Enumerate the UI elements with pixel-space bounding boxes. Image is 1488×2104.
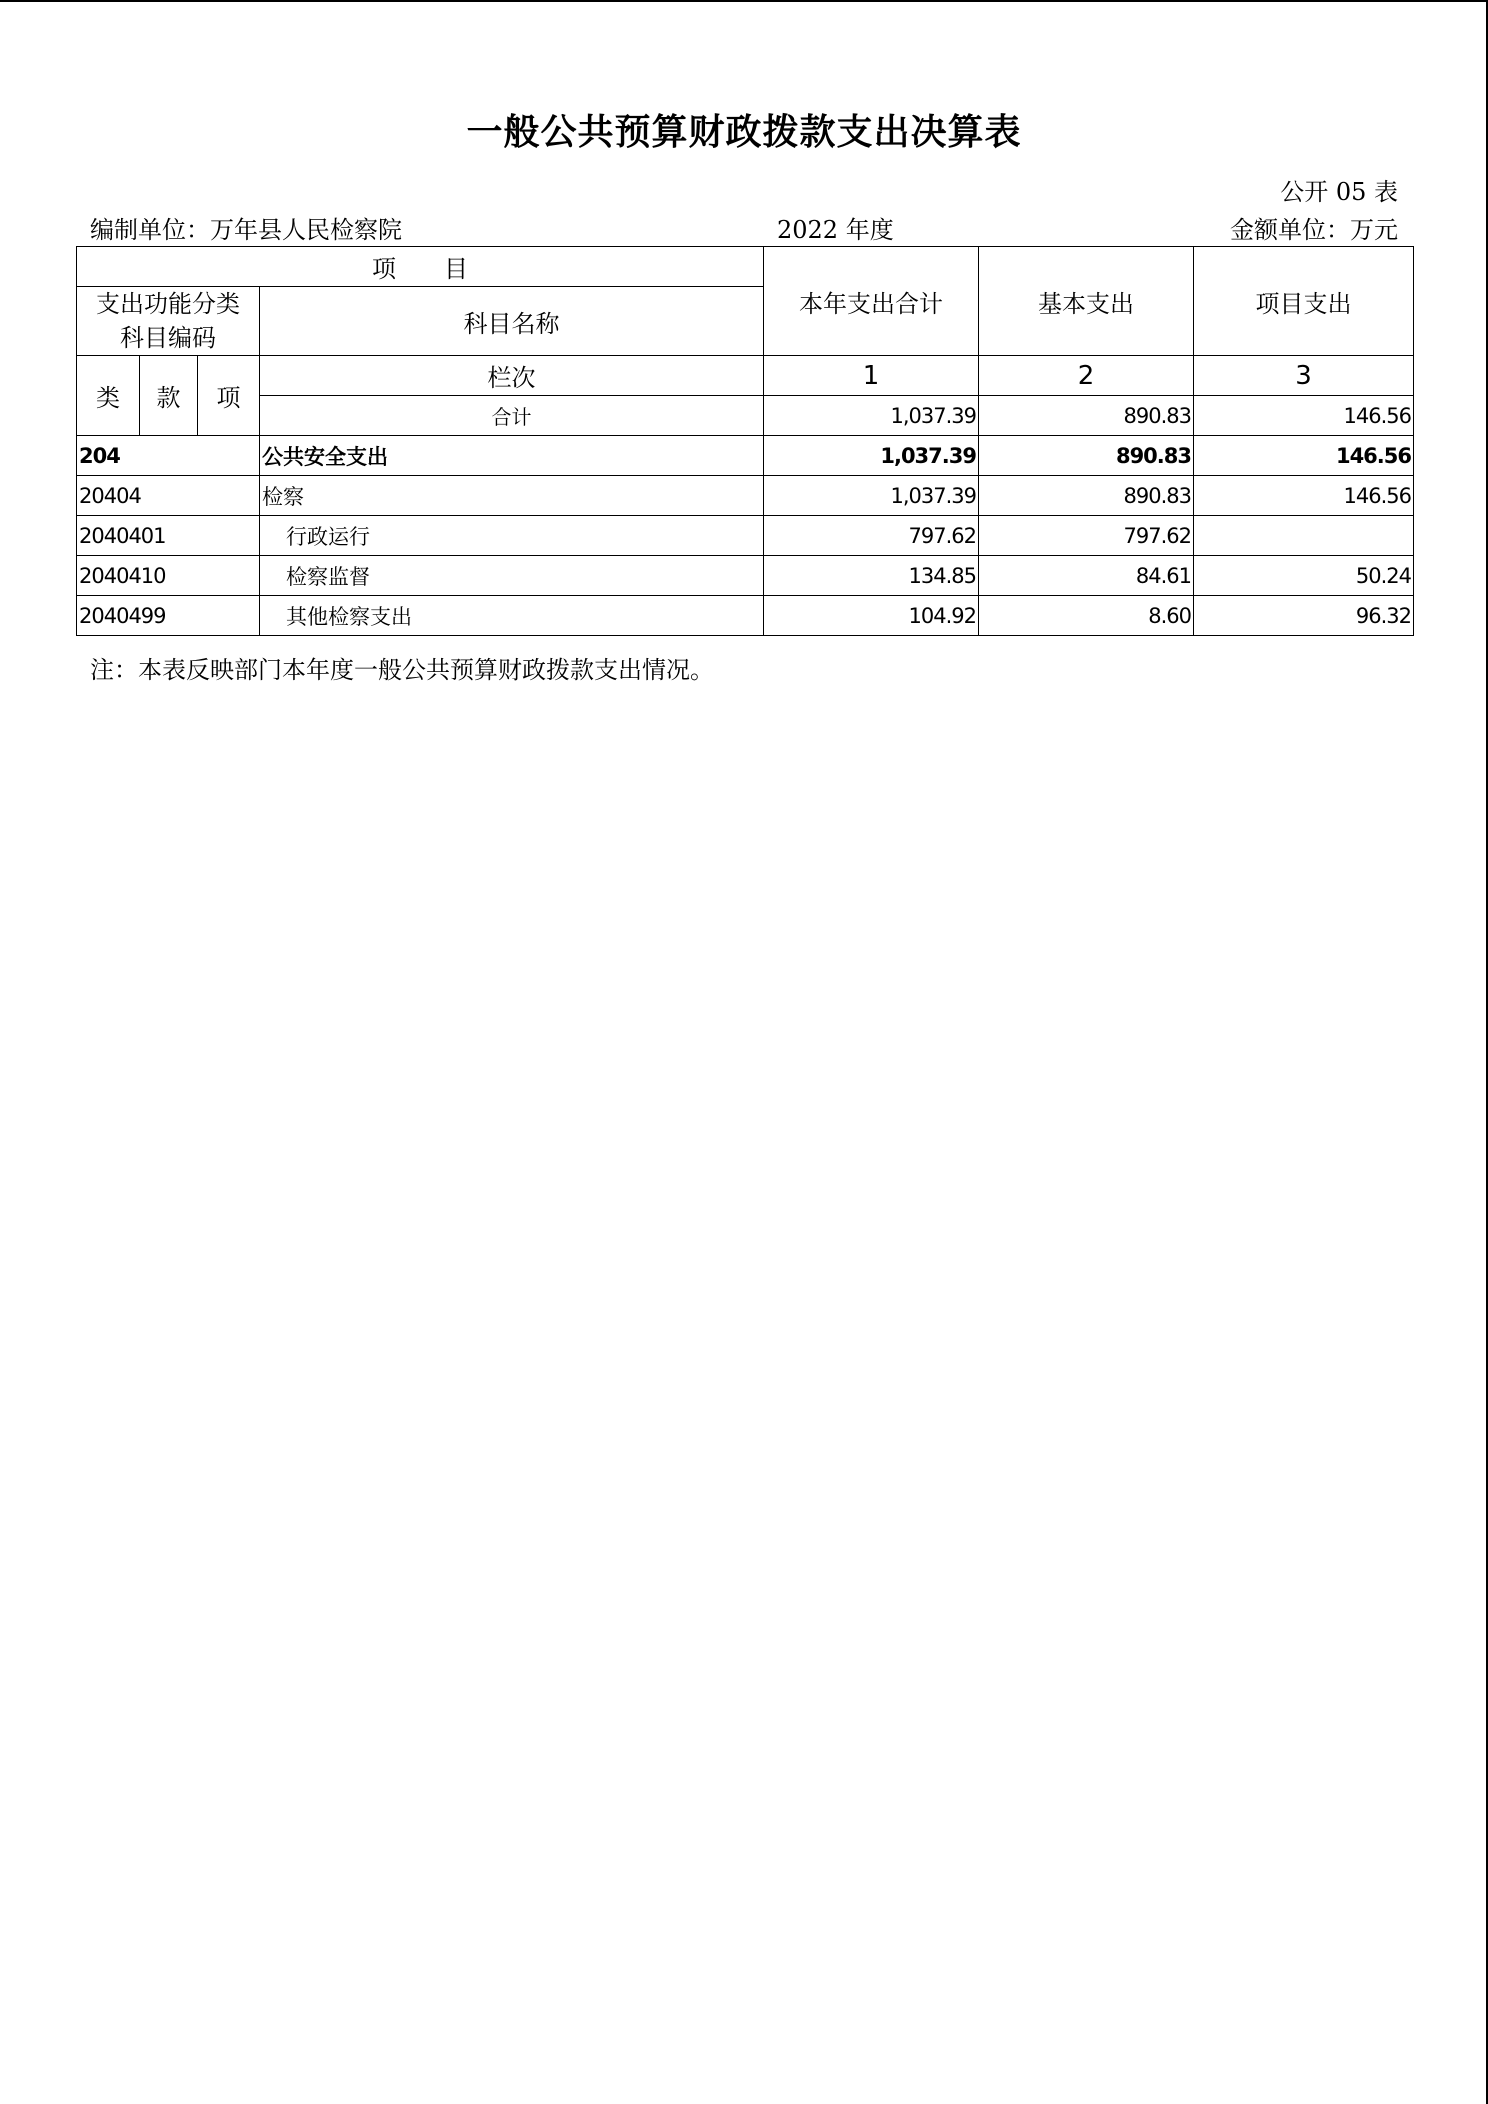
row-name: 行政运行	[260, 516, 764, 556]
table-row	[77, 436, 1414, 476]
row-total: 797.62	[764, 516, 979, 556]
row-name: 检察监督	[260, 556, 764, 596]
header-project: 项 目	[77, 247, 764, 287]
column-number-2: 2	[979, 356, 1194, 396]
total-label: 合计	[260, 396, 764, 436]
fiscal-year: 2022 年度	[777, 216, 894, 244]
table-row	[77, 476, 1414, 516]
total-row	[77, 396, 1414, 436]
row-basic: 890.83	[979, 476, 1194, 516]
form-number: 公开 05 表	[1280, 178, 1398, 206]
row-name: 公共安全支出	[260, 436, 764, 476]
total-project: 146.56	[1194, 396, 1414, 436]
row-total: 1,037.39	[764, 476, 979, 516]
footnote: 注：本表反映部门本年度一般公共预算财政拨款支出情况。	[90, 656, 714, 684]
report-meta	[90, 210, 1398, 242]
row-total: 134.85	[764, 556, 979, 596]
header-col-total: 本年支出合计	[764, 247, 979, 356]
header-code: 支出功能分类科目编码	[77, 287, 260, 356]
row-basic: 890.83	[979, 436, 1194, 476]
column-number-1: 1	[764, 356, 979, 396]
row-project: 50.24	[1194, 556, 1414, 596]
table-row	[77, 596, 1414, 636]
row-total: 1,037.39	[764, 436, 979, 476]
table-row	[77, 556, 1414, 596]
total-amount: 1,037.39	[764, 396, 979, 436]
row-code: 204	[77, 436, 260, 476]
row-project: 146.56	[1194, 476, 1414, 516]
row-name: 检察	[260, 476, 764, 516]
header-lanci: 栏次	[260, 356, 764, 396]
table-row	[77, 516, 1414, 556]
header-name: 科目名称	[260, 287, 764, 356]
row-project	[1194, 516, 1414, 556]
header-cat-kuan: 款	[140, 356, 198, 436]
row-code: 2040499	[77, 596, 260, 636]
header-cat-xiang: 项	[198, 356, 260, 436]
row-total: 104.92	[764, 596, 979, 636]
row-project: 96.32	[1194, 596, 1414, 636]
row-basic: 797.62	[979, 516, 1194, 556]
row-basic: 8.60	[979, 596, 1194, 636]
row-basic: 84.61	[979, 556, 1194, 596]
header-col-basic: 基本支出	[979, 247, 1194, 356]
compiling-unit: 编制单位：万年县人民检察院	[90, 216, 402, 244]
row-name: 其他检察支出	[260, 596, 764, 636]
total-basic: 890.83	[979, 396, 1194, 436]
column-number-3: 3	[1194, 356, 1414, 396]
page-border-top	[0, 0, 1488, 2]
header-col-project: 项目支出	[1194, 247, 1414, 356]
row-project: 146.56	[1194, 436, 1414, 476]
currency-unit: 金额单位：万元	[1230, 216, 1398, 244]
row-code: 20404	[77, 476, 260, 516]
row-code: 2040401	[77, 516, 260, 556]
row-code: 2040410	[77, 556, 260, 596]
header-cat-lei: 类	[77, 356, 140, 436]
report-title: 一般公共预算财政拨款支出决算表	[466, 111, 1022, 153]
expenditure-table	[76, 246, 1414, 636]
